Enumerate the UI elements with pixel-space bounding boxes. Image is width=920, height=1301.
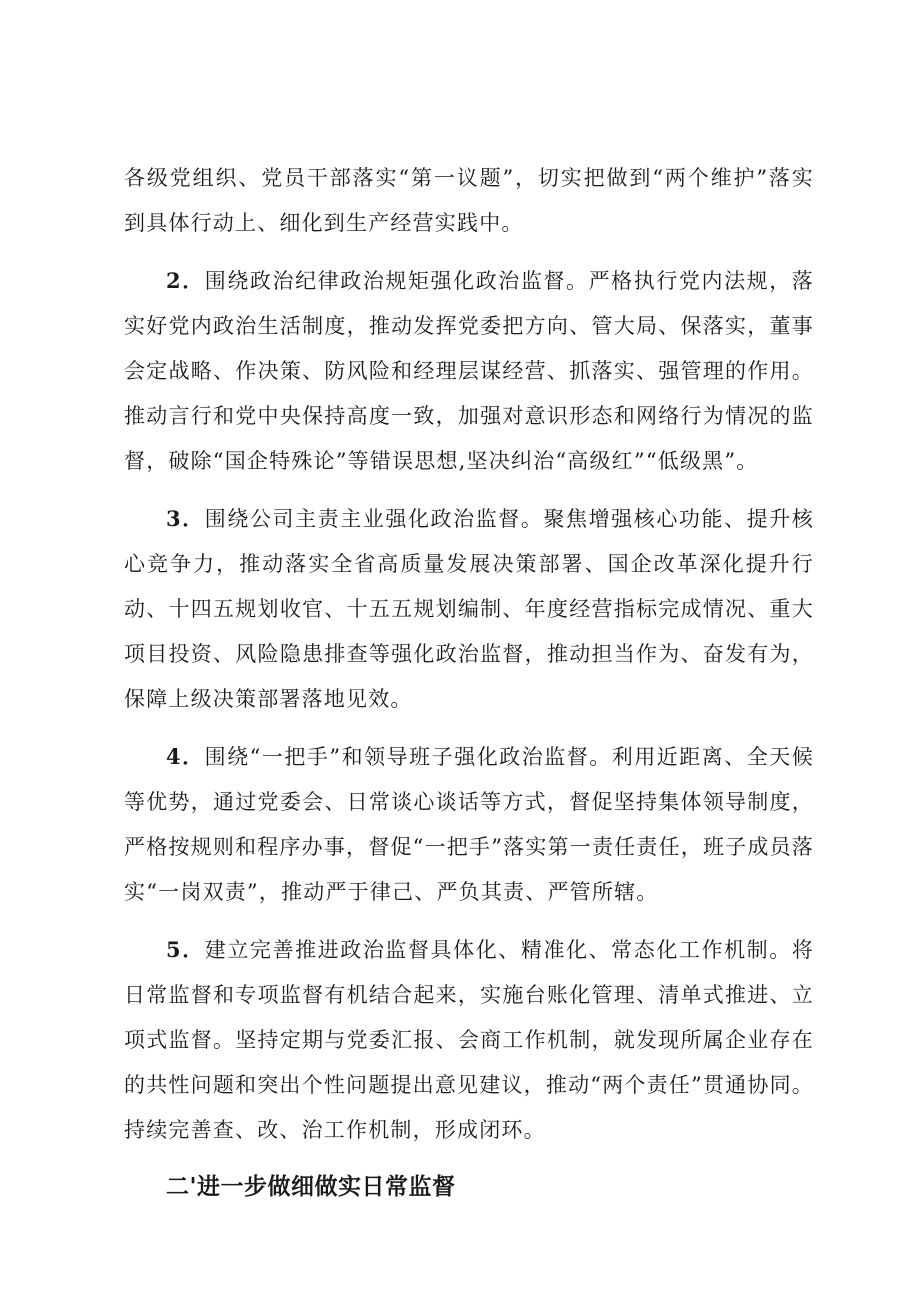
item-number: 4．: [166, 744, 205, 769]
paragraph-text: 围绕政治纪律政治规矩强化政治监督。严格执行党内法规，落实好党内政治生活制度，推动发挥党委把方向、管大局、保落实，董事会定战略、作决策、防风险和经理层谋经营、抓落实、强管理的作用。推动言行和党中央保持高度一致，加强对意识形态和网络行为情况的监督，破除“国企特殊论”等错误思想,坚决纠治“高级红”“低级黑”。: [124, 269, 815, 473]
paragraph-item-2: [124, 258, 814, 484]
item-number: 3．: [166, 506, 205, 531]
paragraph-text: 围绕“一把手”和领导班子强化政治监督。利用近距离、全天候等优势，通过党委会、日常谈心谈话等方式，督促坚持集体领导制度，严格按规则和程序办事，督促“一把手”落实第一责任责任，班子成员落实“一岗双责”，推动严于律己、严负其责、严管所辖。: [124, 745, 815, 904]
item-number: 5．: [166, 937, 205, 962]
paragraph-item-5: [124, 927, 814, 1153]
paragraph-item-4: [124, 734, 814, 915]
paragraph-text: 围绕公司主责主业强化政治监督。聚焦增强核心功能、提升核心竞争力，推动落实全省高质量发展决策部署、国企改革深化提升行动、十四五规划收官、十五五规划编制、年度经营指标完成情况、重大项目投资、风险隐患排查等强化政治监督，推动担当作为、奋发有为，保障上级决策部署落地见效。: [124, 507, 815, 711]
paragraph-item-3: [124, 496, 814, 722]
paragraph-continuation: [124, 156, 814, 246]
document-body: [124, 156, 814, 1210]
paragraph-text: 各级党组织、党员干部落实“第一议题”，切实把做到“两个维护”落实到具体行动上、细化到生产经营实践中。: [124, 166, 814, 235]
item-number: 2．: [166, 268, 205, 293]
section-heading: 二'进一步做细做实日常监督: [166, 1174, 456, 1200]
paragraph-text: 建立完善推进政治监督具体化、精准化、常态化工作机制。将日常监督和专项监督有机结合起来，实施台账化管理、清单式推进、立项式监督。坚持定期与党委汇报、会商工作机制，就发现所属企业存在的共性问题和突出个性问题提出意见建议，推动“两个责任”贯通协同。持续完善查、改、治工作机制，形成闭环。: [124, 938, 815, 1142]
